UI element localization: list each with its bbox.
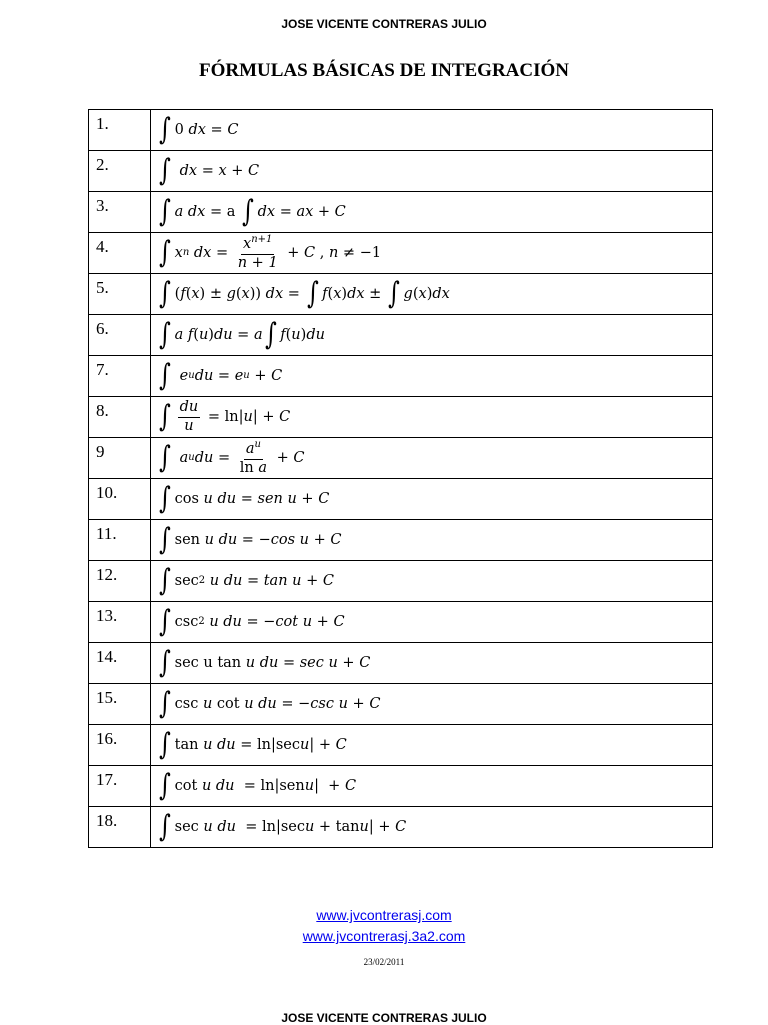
row-number: 14. <box>89 643 151 684</box>
formula-cell: ∫ csc u cot u du = − csc u + C <box>151 684 713 725</box>
row-number: 2. <box>89 151 151 192</box>
fraction: $\frac{a^u}{\text{ln a}}$ <box>239 439 267 476</box>
table-row <box>89 725 713 766</box>
integral-sign-icon: ∫ <box>158 768 171 803</box>
integral-sign-icon: ∫ <box>158 522 171 557</box>
integral-sign-icon: ∫ <box>306 276 319 311</box>
table-row <box>89 110 713 151</box>
integral-sign-icon: ∫ <box>158 399 171 434</box>
row-number: 9 <box>89 438 151 479</box>
formula-cell: ∫ ( f ( x ) ± g ( x )) dx = ∫ f ( x ) dx ± ∫ g ( x ) dx <box>151 274 713 315</box>
formula-cell: ∫ sec 2 u du = tan u + C <box>151 561 713 602</box>
integral-sign-icon: ∫ <box>158 153 171 188</box>
row-number: 17. <box>89 766 151 807</box>
row-number: 16. <box>89 725 151 766</box>
page-footer-author: JOSE VICENTE CONTRERAS JULIO <box>281 1011 487 1025</box>
formula-cell: ∫ 0 dx = C <box>151 110 713 151</box>
table-row <box>89 684 713 725</box>
row-number: 1. <box>89 110 151 151</box>
integral-sign-icon: ∫ <box>158 112 171 147</box>
page-title: FÓRMULAS BÁSICAS DE INTEGRACIÓN <box>198 60 570 81</box>
integral-sign-icon: ∫ <box>158 317 171 352</box>
row-number: 18. <box>89 807 151 848</box>
table-row <box>89 479 713 520</box>
integral-sign-icon: ∫ <box>158 809 171 844</box>
integral-sign-icon: ∫ <box>158 727 171 762</box>
table-row <box>89 274 713 315</box>
formula-cell: ∫ csc 2 u du = − cot u + C <box>151 602 713 643</box>
website-link-1[interactable]: www.jvcontrerasj.com <box>316 907 452 923</box>
row-number: 3. <box>89 192 151 233</box>
formula-cell: ∫ sec u tan u du = sec u + C <box>151 643 713 684</box>
formula-cell: ∫ $\frac{du}{u}$ = ln| u | + C <box>151 397 713 438</box>
integral-sign-icon: ∫ <box>241 194 254 229</box>
table-row <box>89 356 713 397</box>
website-link-2[interactable]: www.jvcontrerasj.3a2.com <box>302 928 466 944</box>
table-row <box>89 151 713 192</box>
integral-sign-icon: ∫ <box>158 439 171 475</box>
formula-cell: ∫ tan u du = ln|sec u | + C <box>151 725 713 766</box>
row-number: 7. <box>89 356 151 397</box>
integral-sign-icon: ∫ <box>158 645 171 680</box>
row-number: 15. <box>89 684 151 725</box>
row-number: 5. <box>89 274 151 315</box>
table-row <box>89 438 713 479</box>
table-row <box>89 192 713 233</box>
table-row <box>89 766 713 807</box>
table-row <box>89 233 713 274</box>
integral-sign-icon: ∫ <box>158 686 171 721</box>
table-row <box>89 602 713 643</box>
row-number: 13. <box>89 602 151 643</box>
row-number: 6. <box>89 315 151 356</box>
integral-sign-icon: ∫ <box>158 358 171 393</box>
formula-cell: ∫ a f ( u ) du = a ∫ f ( u ) du <box>151 315 713 356</box>
row-number: 8. <box>89 397 151 438</box>
integral-sign-icon: ∫ <box>387 276 400 311</box>
integral-sign-icon: ∫ <box>158 481 171 516</box>
page-header-author: JOSE VICENTE CONTRERAS JULIO <box>281 17 487 31</box>
integral-sign-icon: ∫ <box>264 317 277 352</box>
formula-cell: ∫ cot u du = ln|sen u | + C <box>151 766 713 807</box>
fraction: $\frac{du}{u}$ <box>179 398 199 434</box>
fraction: $\frac{x^{n+1}}{n + 1}$ <box>237 234 278 271</box>
formula-cell: ∫ a u du = $\frac{a^u}{\text{ln a}}$ + C <box>151 438 713 479</box>
integral-sign-icon: ∫ <box>158 276 171 311</box>
table-row <box>89 315 713 356</box>
links-block <box>0 905 768 947</box>
formula-table <box>88 109 713 848</box>
row-number: 10. <box>89 479 151 520</box>
table-row <box>89 397 713 438</box>
formula-cell: ∫ cos u du = sen u + C <box>151 479 713 520</box>
table-row <box>89 643 713 684</box>
table-row <box>89 520 713 561</box>
formula-cell: ∫ a dx = a ∫ dx = ax + C <box>151 192 713 233</box>
row-number: 12. <box>89 561 151 602</box>
formula-cell: ∫ x n dx = $\frac{x^{n+1}}{n + 1}$ + C , n ≠ −1 <box>151 233 713 274</box>
formula-cell: ∫ e u du = e u + C <box>151 356 713 397</box>
formula-cell: ∫ sec u du = ln|sec u + tan u | + C <box>151 807 713 848</box>
integral-sign-icon: ∫ <box>158 604 171 639</box>
integral-sign-icon: ∫ <box>158 234 171 270</box>
row-number: 4. <box>89 233 151 274</box>
document-date: 23/02/2011 <box>363 957 405 967</box>
formula-cell: ∫ dx = x + C <box>151 151 713 192</box>
row-number: 11. <box>89 520 151 561</box>
formula-cell: ∫ sen u du = − cos u + C <box>151 520 713 561</box>
table-row <box>89 807 713 848</box>
table-row <box>89 561 713 602</box>
integral-sign-icon: ∫ <box>158 563 171 598</box>
integral-sign-icon: ∫ <box>158 194 171 229</box>
